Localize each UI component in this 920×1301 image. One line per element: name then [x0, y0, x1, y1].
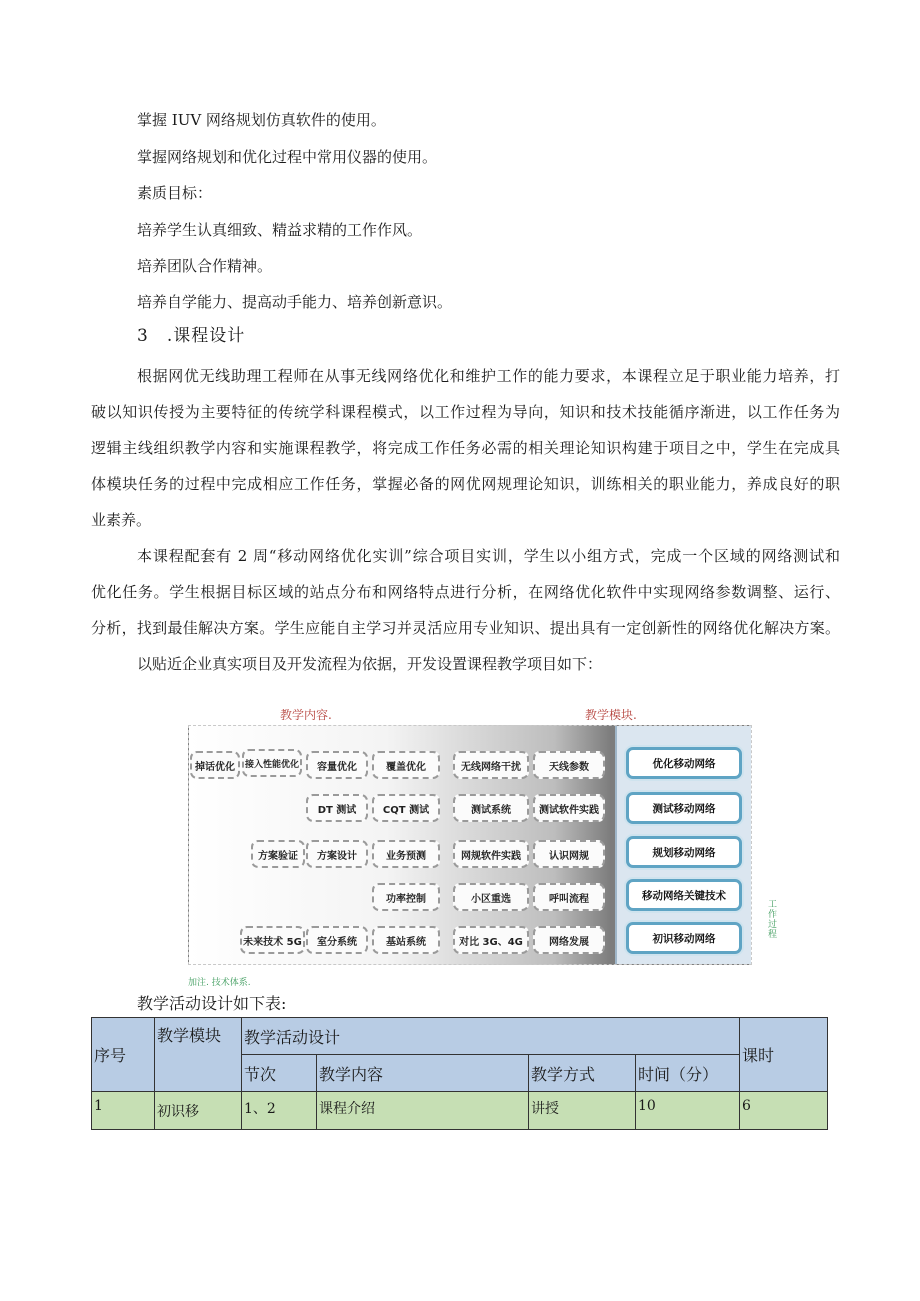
paragraph-work-style: 培养学生认真细致、精益求精的工作作风。: [137, 221, 423, 239]
cell-hours: 6: [740, 1092, 828, 1130]
header-hours: 课时: [740, 1018, 828, 1092]
design-line-2: 破以知识传授为主要特征的传统学科课程模式，以工作过程为导向，知识和技术技能循序渐进，以工作任务为: [91, 403, 840, 421]
node-plan-design: 方案设计: [306, 840, 368, 868]
figure-caption-content: 教学内容.: [280, 708, 332, 722]
node-cqt-test: CQT 测试: [372, 794, 440, 822]
figure-caption-modules: 教学模块.: [585, 708, 637, 722]
node-indoor: 室分系统: [306, 926, 368, 954]
subheader-content: 教学内容: [317, 1055, 529, 1092]
cell-method: 讲授: [529, 1092, 636, 1130]
node-coverage: 覆盖优化: [372, 751, 440, 779]
cell-content: 课程介绍: [317, 1092, 529, 1130]
cell-module: 初识移: [155, 1092, 242, 1130]
paragraph-iuv: 掌握 IUV 网络规划仿真软件的使用。: [137, 111, 386, 129]
node-compare: 对比 3G、4G: [453, 926, 529, 954]
node-antenna: 天线参数: [533, 751, 605, 779]
paragraph-teamwork: 培养团队合作精神。: [137, 257, 273, 275]
module-test: 测试移动网络: [626, 792, 742, 824]
module-panel: [615, 726, 751, 964]
node-capacity: 容量优化: [306, 751, 368, 779]
node-cell-reselect: 小区重选: [453, 883, 529, 911]
design-line-1: 根据网优无线助理工程师在从事无线网络优化和维护工作的能力要求，本课程立足于职业能力培养，打: [137, 367, 840, 385]
node-power-control: 功率控制: [372, 883, 440, 911]
node-test-software: 测试软件实践: [533, 794, 605, 822]
node-plan-verify: 方案验证: [251, 840, 305, 868]
paragraph-quality-goals: 素质目标：: [137, 184, 213, 202]
node-test-system: 测试系统: [453, 794, 529, 822]
project-intro: 以贴近企业真实项目及开发流程为依据，开发设置课程教学项目如下：: [137, 655, 603, 673]
design-line-4: 体模块任务的过程中完成相应工作任务，掌握必备的网优网规理论知识，训练相关的职业能力，养成良好的职: [91, 475, 840, 493]
training-line-3: 分析，找到最佳解决方案。学生应能自主学习并灵活应用专业知识、提出具有一定创新性的网络优化解决方案。: [91, 619, 840, 637]
cell-session: 1、2: [242, 1092, 317, 1130]
paragraph-self-learning: 培养自学能力、提高动手能力、培养创新意识。: [137, 293, 453, 311]
node-call-drop: 掉话优化: [190, 751, 240, 779]
table-intro: 教学活动设计如下表:: [137, 994, 287, 1013]
subheader-session: 节次: [242, 1055, 317, 1092]
subheader-time: 时间（分）: [636, 1055, 740, 1092]
cell-time: 10: [636, 1092, 740, 1130]
table-row: [92, 1092, 828, 1130]
header-seq: 序号: [92, 1018, 155, 1092]
node-know-planning: 认识网规: [533, 840, 605, 868]
section-heading: 3 .课程设计: [137, 326, 246, 346]
module-intro: 初识移动网络: [626, 922, 742, 954]
node-base-station: 基站系统: [372, 926, 440, 954]
header-module: 教学模块: [155, 1018, 242, 1092]
header-activity: 教学活动设计: [242, 1018, 740, 1055]
training-line-1: 本课程配套有 2 周“移动网络优化实训”综合项目实训，学生以小组方式，完成一个区域的网络测试和: [137, 547, 840, 565]
subheader-method: 教学方式: [529, 1055, 636, 1092]
activity-table: [91, 1017, 828, 1130]
work-process-label: 工作过程: [768, 900, 778, 940]
training-line-2: 优化任务。学生根据目标区域的站点分布和网络特点进行分析，在网络优化软件中实现网络参数调整、运行、: [91, 583, 840, 601]
node-network-dev: 网络发展: [533, 926, 605, 954]
design-line-3: 逻辑主线组织教学内容和实施课程教学，将完成工作任务必需的相关理论知识构建于项目之中，学生在完成具: [91, 439, 840, 457]
module-key-tech: 移动网络关键技术: [626, 879, 742, 911]
module-optimize: 优化移动网络: [626, 747, 742, 779]
node-planning-software: 网规软件实践: [453, 840, 529, 868]
paragraph-instruments: 掌握网络规划和优化过程中常用仪器的使用。: [137, 148, 438, 166]
cell-seq: 1: [92, 1092, 155, 1130]
node-access-perf: 接入性能优化: [242, 749, 302, 777]
node-5g: 未来技术 5G: [240, 926, 305, 954]
node-dt-test: DT 测试: [306, 794, 368, 822]
tech-system-label: 加注. 技术体系.: [188, 978, 251, 988]
design-line-5: 业素养。: [91, 511, 152, 529]
module-plan: 规划移动网络: [626, 836, 742, 868]
node-interference: 无线网络干扰: [453, 751, 529, 779]
node-call-flow: 呼叫流程: [533, 883, 605, 911]
node-traffic-forecast: 业务预测: [372, 840, 440, 868]
